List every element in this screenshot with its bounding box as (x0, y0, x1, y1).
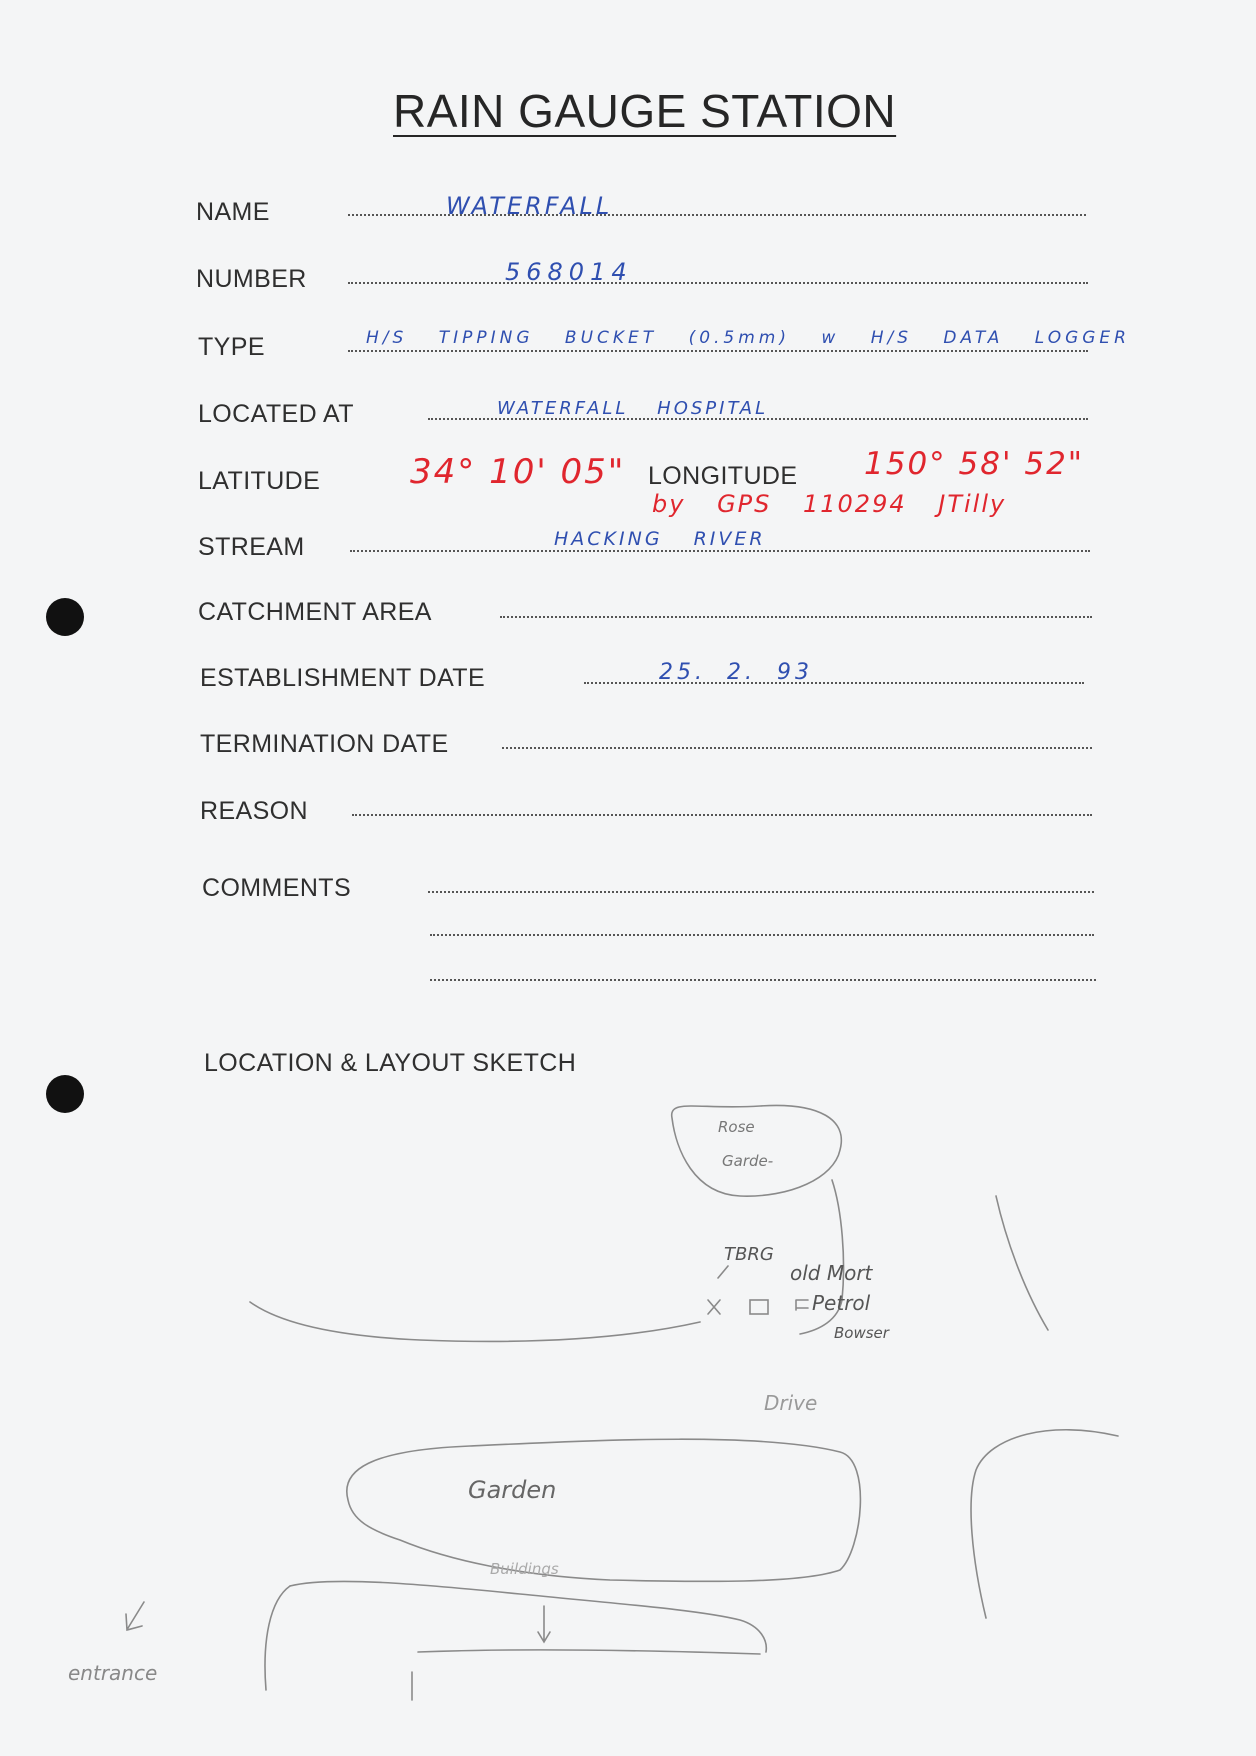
gps-note: by GPS 110294 JTilly (652, 490, 1007, 518)
entrance-arrow (126, 1602, 144, 1630)
right-curve-bottom (971, 1430, 1118, 1618)
drive-label: Drive (764, 1391, 818, 1415)
tbrg-cross (708, 1300, 720, 1314)
stream-label: STREAM (198, 533, 305, 561)
petrol-label: Petrol (812, 1291, 871, 1315)
buildings-outline (290, 1581, 766, 1652)
rose-garden-label-2: Garde- (722, 1152, 774, 1170)
name-value: WATERFALL (446, 192, 613, 220)
establishment-date-value: 25. 2. 93 (659, 660, 813, 685)
tbrg-pointer (718, 1266, 728, 1278)
entrance-label: entrance (68, 1661, 158, 1685)
longitude-value: 150° 58' 52" (864, 446, 1085, 482)
garden-label: Garden (468, 1476, 557, 1504)
path-line-left (250, 1302, 700, 1341)
buildings-left-edge (265, 1586, 290, 1690)
type-value: H/S TIPPING BUCKET (0.5mm) w H/S DATA LOGGER (366, 328, 1130, 348)
old-mort-label: old Mort (790, 1261, 873, 1285)
type-label: TYPE (198, 333, 265, 361)
right-curve-top (996, 1196, 1048, 1330)
reason-label: REASON (200, 797, 308, 825)
bowser-label: Bowser (834, 1324, 889, 1342)
rose-garden-outline (672, 1105, 842, 1196)
petrol-bowser-mark (796, 1300, 808, 1310)
buildings-base (418, 1650, 760, 1654)
catchment-area-label: CATCHMENT AREA (198, 598, 432, 626)
termination-date-label: TERMINATION DATE (200, 730, 449, 758)
stream-value: HACKING RIVER (554, 528, 766, 550)
tbrg-label: TBRG (724, 1244, 774, 1265)
page-title: RAIN GAUGE STATION (393, 85, 897, 137)
number-value: 568014 (505, 258, 633, 286)
number-label: NUMBER (196, 265, 307, 293)
rose-garden-label-1: Rose (718, 1118, 755, 1136)
latitude-value: 34° 10' 05" (410, 452, 626, 492)
located-at-label: LOCATED AT (198, 400, 354, 428)
comments-label: COMMENTS (202, 874, 352, 902)
buildings-label: Buildings (490, 1560, 559, 1578)
located-at-value: WATERFALL HOSPITAL (497, 398, 769, 419)
sketch-heading: LOCATION & LAYOUT SKETCH (204, 1049, 577, 1077)
latitude-label: LATITUDE (198, 467, 321, 495)
name-label: NAME (196, 198, 270, 226)
garden-outline (347, 1439, 861, 1581)
buildings-arrow (538, 1606, 550, 1642)
longitude-label: LONGITUDE (648, 462, 798, 490)
establishment-date-label: ESTABLISHMENT DATE (200, 664, 486, 692)
old-mort-box (750, 1300, 768, 1314)
